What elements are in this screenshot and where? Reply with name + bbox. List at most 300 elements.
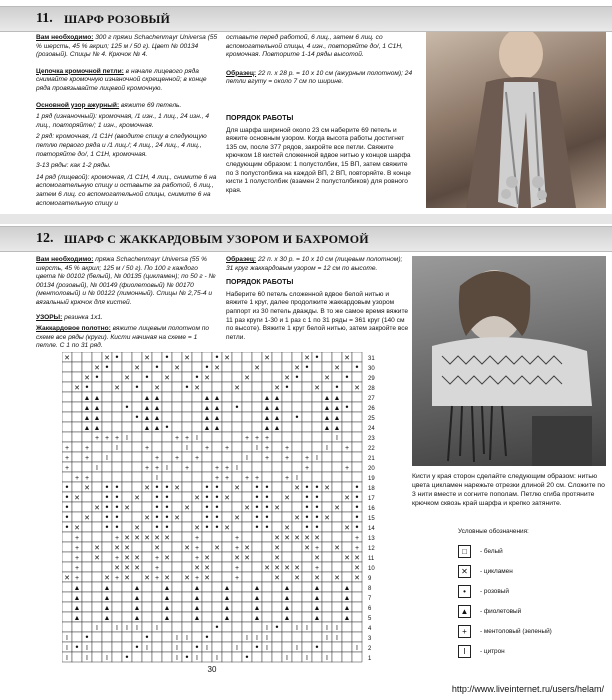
chart-symbol: + (64, 455, 70, 462)
chart-row-label: 17 (368, 496, 375, 502)
chart-symbol: I (266, 645, 268, 652)
chart-cell (192, 502, 202, 512)
jacquard-scarf-illustration (412, 256, 606, 466)
chart-row-label: 1 (368, 656, 372, 662)
chart-symbol: ✕ (354, 565, 360, 572)
chart-symbol: I (356, 645, 358, 652)
chart-cell (92, 352, 102, 362)
chart-cell (302, 432, 312, 442)
chart-symbol: ✕ (224, 495, 230, 502)
chart-cell (342, 642, 352, 652)
chart-symbol: + (204, 445, 210, 452)
chart-cell (222, 572, 232, 582)
chart-cell (142, 552, 152, 562)
chart-symbol: ✕ (294, 365, 300, 372)
chart-symbol: ▲ (163, 605, 171, 612)
chart-symbol: ▲ (143, 415, 151, 422)
chart-symbol: • (205, 362, 209, 372)
chart-symbol: ✕ (114, 385, 120, 392)
chart-cell (192, 412, 202, 422)
chart-cell (112, 372, 122, 382)
chart-symbol: ✕ (94, 365, 100, 372)
chart-row-label: 24 (368, 426, 375, 432)
chart-cell (332, 472, 342, 482)
chart-cell (302, 372, 312, 382)
chart-symbol: • (205, 502, 209, 512)
chart-cell (212, 612, 222, 622)
chart-symbol: ✕ (134, 495, 140, 502)
chart-symbol: ✕ (144, 485, 150, 492)
chart-cell (342, 362, 352, 372)
chart-symbol: I (246, 455, 248, 462)
chart-cell (352, 352, 362, 362)
legend-label: - белый (480, 547, 503, 555)
chart-cell (232, 412, 242, 422)
chart-cell (252, 392, 262, 402)
chart-cell (182, 362, 192, 372)
chart-symbol: I (116, 625, 118, 632)
chart-symbol: • (315, 522, 319, 532)
chart-cell (122, 442, 132, 452)
chart-cell (142, 622, 152, 632)
chart-cell (322, 592, 332, 602)
chart-symbol: ✕ (134, 535, 140, 542)
chart-cell (342, 502, 352, 512)
chart-cell (272, 352, 282, 362)
chart-cell (252, 352, 262, 362)
chart-cell (312, 402, 322, 412)
chart-symbol: ✕ (174, 365, 180, 372)
chart-cell (302, 442, 312, 452)
chart-cell (242, 492, 252, 502)
chart-cell (142, 592, 152, 602)
chart-cell (142, 362, 152, 372)
chart-symbol: • (255, 482, 259, 492)
chart-cell (322, 452, 332, 462)
chart-cell (152, 372, 162, 382)
chart-cell (122, 362, 132, 372)
chart-cell (242, 362, 252, 372)
chart-symbol: ▲ (193, 595, 201, 602)
chart-cell (252, 532, 262, 542)
chart-cell (252, 542, 262, 552)
chart-cell (212, 552, 222, 562)
chart-cell (142, 502, 152, 512)
chart-cell (322, 492, 332, 502)
chart-symbol: • (105, 482, 109, 492)
chart-cell (162, 362, 172, 372)
chart-symbol: • (355, 512, 359, 522)
chart-symbol: • (205, 482, 209, 492)
chart-symbol: I (326, 625, 328, 632)
chart-cell (232, 372, 242, 382)
chart-cell (102, 542, 112, 552)
chart-symbol: ▲ (163, 615, 171, 622)
chart-symbol: ✕ (154, 385, 160, 392)
chart-cell (162, 452, 172, 462)
chart-symbol: • (305, 502, 309, 512)
chart-cell (132, 442, 142, 452)
chart-cell (82, 552, 92, 562)
chart-cell (232, 392, 242, 402)
chart-cell (342, 572, 352, 582)
chart-cell (82, 432, 92, 442)
chart-symbol: + (254, 435, 260, 442)
chart-cell (242, 522, 252, 532)
chart-cell (122, 642, 132, 652)
chart-cell (282, 502, 292, 512)
chart-cell (192, 402, 202, 412)
chart-symbol: ✕ (284, 375, 290, 382)
chart-symbol: I (206, 645, 208, 652)
chart-cell (172, 402, 182, 412)
chart-cell (282, 362, 292, 372)
jacquard-label: Жаккардовое полотно: (36, 325, 111, 333)
chart-row-label: 8 (368, 586, 372, 592)
chart-symbol: ▲ (103, 615, 111, 622)
chart-cell (172, 502, 182, 512)
chart-symbol: + (74, 565, 80, 572)
chart-row-label: 5 (368, 616, 372, 622)
chart-symbol: ✕ (194, 385, 200, 392)
chart-cell (312, 432, 322, 442)
chart-symbol: I (296, 645, 298, 652)
chart-cell (212, 562, 222, 572)
chart-symbol: ▲ (83, 395, 91, 402)
chart-row-label: 21 (368, 456, 375, 462)
chart-symbol: ▲ (103, 605, 111, 612)
chart-cell (112, 472, 122, 482)
chart-cell (72, 422, 82, 432)
chart-symbol: ▲ (343, 605, 351, 612)
chart-cell (272, 642, 282, 652)
chart-symbol: + (194, 575, 200, 582)
chart-symbol: I (196, 435, 198, 442)
chart-cell (352, 462, 362, 472)
chart-cell (312, 622, 322, 632)
chart-symbol: ▲ (93, 425, 101, 432)
chart-cell (302, 412, 312, 422)
chart-symbol: I (266, 625, 268, 632)
chart-cell (72, 392, 82, 402)
chart-symbol: ✕ (344, 555, 350, 562)
chart-symbol: ✕ (274, 545, 280, 552)
chart-symbol: ✕ (354, 555, 360, 562)
chart-cell (252, 572, 262, 582)
chart-symbol: ✕ (134, 365, 140, 372)
chart-symbol: • (105, 492, 109, 502)
chart-symbol: + (244, 475, 250, 482)
chart-cell (232, 472, 242, 482)
chart-cell (312, 442, 322, 452)
chart-cell (222, 402, 232, 412)
chart-cell (292, 382, 302, 392)
chart-symbol: I (66, 655, 68, 662)
chart-symbol: ✕ (284, 535, 290, 542)
chart-cell (162, 642, 172, 652)
chart-symbol: ▲ (333, 395, 341, 402)
chart-cell (232, 422, 242, 432)
chart-cell (102, 642, 112, 652)
chart-cell (312, 472, 322, 482)
chart-cell (202, 602, 212, 612)
chart-row-label: 26 (368, 406, 375, 412)
chart-cell (242, 482, 252, 492)
chart-symbol: I (236, 645, 238, 652)
chart-symbol: + (194, 455, 200, 462)
chart-symbol: + (154, 465, 160, 472)
chart-cell (332, 442, 342, 452)
chart-symbol: • (355, 482, 359, 492)
chart-cell (292, 392, 302, 402)
chart-cell (252, 382, 262, 392)
chart-symbol: ✕ (174, 485, 180, 492)
chart-cell (112, 652, 122, 662)
chart-cell (212, 432, 222, 442)
chart-cell (292, 402, 302, 412)
chart-symbol: ✕ (274, 565, 280, 572)
chart-cell (182, 602, 192, 612)
chart-cell (172, 542, 182, 552)
chart-cell (332, 452, 342, 462)
chart-symbol: ▲ (313, 595, 321, 602)
chart-symbol: ▲ (163, 585, 171, 592)
chart-symbol: ✕ (124, 375, 130, 382)
chart-cell (182, 412, 192, 422)
jacquard-scarf-photo (412, 256, 606, 466)
chart-cell (292, 632, 302, 642)
chart-cell (222, 632, 232, 642)
chart-cell (92, 602, 102, 612)
chart-cell (342, 542, 352, 552)
pink-scarf-illustration (426, 32, 606, 208)
chart-symbol: ▲ (263, 395, 271, 402)
chart-cell (92, 452, 102, 462)
chart-symbol: + (354, 535, 360, 542)
chart-symbol: ✕ (234, 485, 240, 492)
chart-symbol: ✕ (234, 555, 240, 562)
chart-cell (272, 362, 282, 372)
chart-cell (302, 422, 312, 432)
chart-cell (162, 632, 172, 642)
chart-symbol: ✕ (184, 505, 190, 512)
chart-symbol: ▲ (313, 615, 321, 622)
chart-symbol: + (154, 575, 160, 582)
chart-symbol: ✕ (114, 545, 120, 552)
chart-cell (142, 522, 152, 532)
chart-cell (62, 412, 72, 422)
chart-symbol: • (155, 492, 159, 502)
chart-cell (282, 622, 292, 632)
chart-symbol: • (255, 512, 259, 522)
chart-row-label: 29 (368, 376, 375, 382)
chart-symbol: + (244, 435, 250, 442)
chart-symbol: ✕ (184, 545, 190, 552)
chart-symbol: ✕ (274, 575, 280, 582)
chart-cell (112, 642, 122, 652)
chart-cell (292, 432, 302, 442)
chart-symbol: ▲ (223, 605, 231, 612)
chart-cell (342, 392, 352, 402)
chart-symbol: ✕ (274, 505, 280, 512)
chart-symbol: • (265, 522, 269, 532)
chart-symbol: + (284, 445, 290, 452)
chart-symbol: ✕ (124, 545, 130, 552)
chart-cell (312, 372, 322, 382)
chart-symbol: ▲ (213, 405, 221, 412)
chart-symbol: ▲ (273, 395, 281, 402)
chart-row-label: 22 (368, 446, 375, 452)
chart-cell (282, 642, 292, 652)
chart-cell (302, 642, 312, 652)
chart-cell (72, 402, 82, 412)
chart-symbol: ▲ (133, 605, 141, 612)
chart-symbol: ▲ (153, 405, 161, 412)
chart-symbol: + (74, 475, 80, 482)
chart-cell (112, 402, 122, 412)
chart-symbol: + (174, 435, 180, 442)
chart-cell (132, 472, 142, 482)
chart-cell (242, 602, 252, 612)
chart-cell (212, 532, 222, 542)
chart-symbol: ▲ (193, 605, 201, 612)
chart-symbol: ▲ (323, 395, 331, 402)
chart-cell (182, 612, 192, 622)
chart-cell (152, 352, 162, 362)
chart-cell (202, 652, 212, 662)
chart-symbol: • (65, 502, 69, 512)
chart-symbol: ▲ (203, 425, 211, 432)
chart-cell (282, 512, 292, 522)
chart-symbol: ✕ (314, 385, 320, 392)
chart-symbol: I (196, 655, 198, 662)
chart-cell (352, 622, 362, 632)
chart-cell (272, 602, 282, 612)
chart-cell (192, 512, 202, 522)
chart-symbol: I (266, 635, 268, 642)
chart-cell (62, 372, 72, 382)
chart-cell (162, 382, 172, 392)
chart-cell (82, 582, 92, 592)
chart-symbol: + (224, 475, 230, 482)
chart-cell (162, 562, 172, 572)
chart-cell (182, 592, 192, 602)
chart-symbol: ✕ (254, 365, 260, 372)
chart-cell (292, 462, 302, 472)
chart-cell (122, 632, 132, 642)
base-pattern-intro: вяжите 69 петель. (121, 101, 182, 109)
chart-row-label: 14 (368, 526, 375, 532)
chart-symbol: I (66, 645, 68, 652)
chart-cell (192, 632, 202, 642)
chart-symbol: ▲ (333, 425, 341, 432)
chart-cell (62, 362, 72, 372)
materials-label: Вам необходимо: (36, 34, 94, 41)
materials-text-12: пряжа Schachenmayr Universa (55 % шерсть, 45 % акрил; 125 м / 50 г). По 100 г каждого цвета № 00102 (белый), № 00135 (цикламен); по 50 г - № 00134 (розовый), № 00149 (фиолетовый) № 00170 (ментоловый) и № 00122 (лимонный). Спицы № 2,75-4 и вязальный крючок для кистей. (36, 256, 216, 306)
chart-cell (102, 382, 112, 392)
chart-symbol: ▲ (283, 615, 291, 622)
chart-symbol: ▲ (153, 425, 161, 432)
chart-cell (292, 422, 302, 432)
chart-symbol: ✕ (94, 545, 100, 552)
chart-cell (302, 582, 312, 592)
chart-cell (312, 362, 322, 372)
chart-cell (332, 532, 342, 542)
chart-cell (112, 462, 122, 472)
chart-cell (122, 492, 132, 502)
chart-cell (222, 452, 232, 462)
chart-symbol: ✕ (334, 365, 340, 372)
chart-symbol: • (135, 382, 139, 392)
chart-cell (282, 432, 292, 442)
chart-cell (152, 602, 162, 612)
chart-cell (102, 632, 112, 642)
chart-cell (272, 482, 282, 492)
source-url[interactable]: http://www.liveinternet.ru/users/helam/ (451, 684, 604, 694)
chart-cell (242, 512, 252, 522)
chart-cell (252, 422, 262, 432)
chart-symbol: + (74, 555, 80, 562)
chart-symbol: ✕ (144, 575, 150, 582)
chart-cell (222, 382, 232, 392)
chart-cell (102, 442, 112, 452)
chart-symbol: ✕ (134, 565, 140, 572)
chart-cell (222, 542, 232, 552)
chart-symbol: ▲ (93, 415, 101, 422)
legend (458, 528, 608, 661)
chart-symbol: • (195, 642, 199, 652)
chart-cell (172, 382, 182, 392)
chart-cell (92, 442, 102, 452)
chart-cell (292, 542, 302, 552)
chart-cell (272, 472, 282, 482)
chart-cell (222, 562, 232, 572)
chart-symbol: • (315, 492, 319, 502)
chart-cell (132, 502, 142, 512)
chart-cell (322, 502, 332, 512)
chart-cell (92, 572, 102, 582)
chart-cell (182, 622, 192, 632)
chart-cell (122, 602, 132, 612)
chart-cell (312, 412, 322, 422)
chart-cell (202, 542, 212, 552)
chart-symbol: I (246, 635, 248, 642)
chart-cell (132, 572, 142, 582)
chart-cell (92, 512, 102, 522)
chart-symbol: • (315, 512, 319, 522)
chart-symbol: ▲ (213, 425, 221, 432)
chart-cell (252, 372, 262, 382)
chart-cell (352, 412, 362, 422)
chart-symbol: ▲ (133, 595, 141, 602)
chart-cell (232, 452, 242, 462)
chart-symbol: • (95, 372, 99, 382)
section-12-header (0, 226, 612, 252)
chart-cell (92, 592, 102, 602)
chart-cell (312, 392, 322, 402)
chart-cell (242, 642, 252, 652)
chart-symbol: + (304, 465, 310, 472)
chart-symbol: • (215, 512, 219, 522)
chart-cell (312, 652, 322, 662)
chart-symbol: ✕ (284, 525, 290, 532)
chart-cell (72, 622, 82, 632)
chart-cell (132, 402, 142, 412)
chart-symbol: + (154, 555, 160, 562)
chart-cell (92, 482, 102, 492)
chart-cell (172, 392, 182, 402)
chart-cell (342, 452, 352, 462)
